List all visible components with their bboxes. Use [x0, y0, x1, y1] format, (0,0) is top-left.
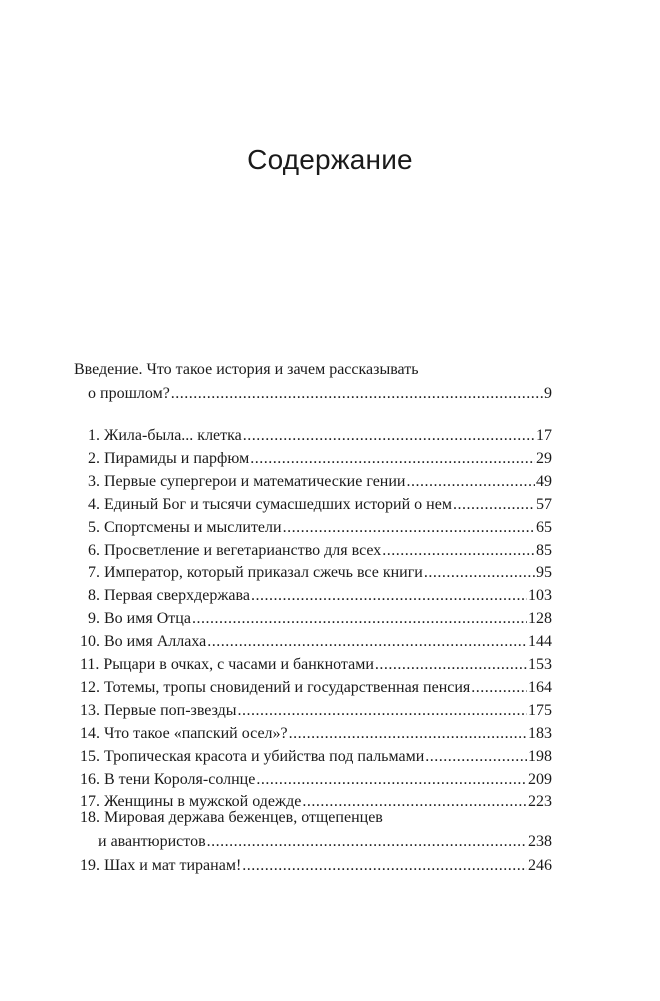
toc-entry-number: 13. [80, 701, 100, 719]
toc-entry-title: Первая сверхдержава [104, 587, 250, 605]
toc-entry [88, 607, 552, 631]
toc-entry [80, 745, 552, 769]
toc-page-number: 144 [528, 633, 552, 651]
dot-leader [406, 470, 535, 494]
toc-entry [88, 516, 552, 540]
toc-entry-title: Просветление и вегетарианство для всех [104, 541, 382, 559]
dot-leader [171, 382, 543, 406]
toc-entry-title: Жила-была... клетка [104, 427, 242, 444]
toc-entry-title: Во имя Аллаха [104, 633, 207, 651]
toc-intro-line1: Введение. Что такое история и зачем рассказывать [74, 361, 419, 378]
toc-entry [80, 630, 552, 654]
toc-entry [88, 584, 552, 608]
dot-leader [192, 607, 527, 631]
toc-page-number: 164 [528, 678, 552, 696]
page-title: Содержание [247, 144, 413, 175]
toc-entry-title: Рыцари в очках, с часами и банкнотами [103, 656, 374, 673]
toc-entry-19 [80, 854, 552, 878]
toc-entry [88, 539, 552, 563]
toc-entry-title: Император, который приказал сжечь все книги [104, 564, 423, 582]
toc-entry-number: 2. [88, 449, 100, 467]
toc-entry-18-row [98, 830, 552, 854]
toc-entry-title: Первые супергерои и математические гении [104, 472, 406, 490]
toc-entry-number: 6. [88, 541, 100, 559]
dot-leader [425, 745, 527, 769]
dot-leader [424, 561, 535, 585]
toc-entry-18-line1: 18. Мировая держава беженцев, отщепенцев [80, 809, 383, 826]
toc-entry-number: 1. [88, 427, 100, 444]
toc-entry-number: 9. [88, 610, 100, 628]
toc-entry-number: 3. [88, 472, 100, 490]
toc-entry-number: 19. [80, 857, 100, 874]
toc-entry-title: Спортсмены и мыслители [104, 518, 282, 536]
toc-entry-number: 14. [80, 724, 100, 742]
toc-entry [88, 470, 552, 494]
toc-entry-number: 10. [80, 633, 100, 651]
toc-entry-number: 12. [80, 678, 100, 696]
toc-entry [80, 699, 552, 723]
dot-leader [289, 722, 527, 746]
toc-page-number: 9 [544, 385, 552, 402]
toc-entry [80, 768, 552, 792]
toc-page-number: 246 [528, 857, 552, 874]
dot-leader [471, 676, 527, 700]
toc-page-number: 17 [536, 427, 552, 444]
toc-entry [80, 722, 552, 746]
toc-entry [88, 493, 552, 517]
toc-entry-number: 5. [88, 518, 100, 536]
toc-entry-18-line2: и авантюристов [98, 833, 206, 850]
toc-page-number: 29 [536, 449, 552, 467]
toc-page-number: 95 [536, 564, 552, 582]
toc-entry-title: Во имя Отца [104, 610, 191, 628]
toc-intro-line2: о прошлом? [88, 385, 170, 402]
toc-entry-number: 15. [80, 747, 100, 765]
toc-entry [88, 424, 552, 448]
toc-page-number: 175 [528, 701, 552, 719]
toc-entry [80, 676, 552, 700]
dot-leader [242, 854, 527, 878]
toc-entry-title: В тени Короля-солнце [104, 770, 256, 788]
toc-entry [88, 561, 552, 585]
dot-leader [243, 424, 535, 448]
toc-entry-number: 4. [88, 495, 100, 513]
toc-entry-number: 7. [88, 564, 100, 582]
toc-page-number: 153 [528, 656, 552, 673]
toc-page-number: 49 [536, 472, 552, 490]
dot-leader [453, 493, 535, 517]
toc-page-number: 57 [536, 495, 552, 513]
toc-entry-number: 17. [80, 793, 100, 811]
toc-entry-title: Что такое «папский осел»? [104, 724, 288, 742]
toc-entry-title: Женщины в мужской одежде [104, 793, 302, 811]
toc-entry-title: Первые поп-звезды [104, 701, 237, 719]
toc-page-number: 223 [528, 793, 552, 811]
toc-entry-title: Шах и мат тиранам! [104, 857, 242, 874]
dot-leader [251, 584, 527, 608]
dot-leader [207, 830, 527, 854]
toc-entry-number: 11. [80, 656, 100, 673]
toc-page-number: 238 [528, 833, 552, 850]
toc-entry [88, 447, 552, 471]
dot-leader [283, 516, 535, 540]
toc-entry-number: 16. [80, 770, 100, 788]
toc-intro-row [88, 382, 552, 406]
toc-page-number: 65 [536, 518, 552, 536]
dot-leader [256, 768, 527, 792]
toc-entry [80, 653, 552, 677]
dot-leader [207, 630, 527, 654]
toc-entry-title: Тотемы, тропы сновидений и государственная пенсия [104, 678, 471, 696]
dot-leader [382, 539, 535, 563]
toc-page-number: 209 [528, 770, 552, 788]
dot-leader [238, 699, 527, 723]
toc-page-number: 183 [528, 724, 552, 742]
toc-page-number: 85 [536, 541, 552, 559]
toc-page-number: 128 [528, 610, 552, 628]
toc-entry-title: Тропическая красота и убийства под пальмами [104, 747, 425, 765]
toc-entry-title: Единый Бог и тысячи сумасшедших историй о нем [104, 495, 452, 513]
toc-page-number: 198 [528, 747, 552, 765]
toc-entry-number: 8. [88, 587, 100, 605]
toc-page-number: 103 [528, 587, 552, 605]
toc-entry-title: Пирамиды и парфюм [104, 449, 250, 467]
dot-leader [250, 447, 535, 471]
dot-leader [375, 653, 527, 677]
